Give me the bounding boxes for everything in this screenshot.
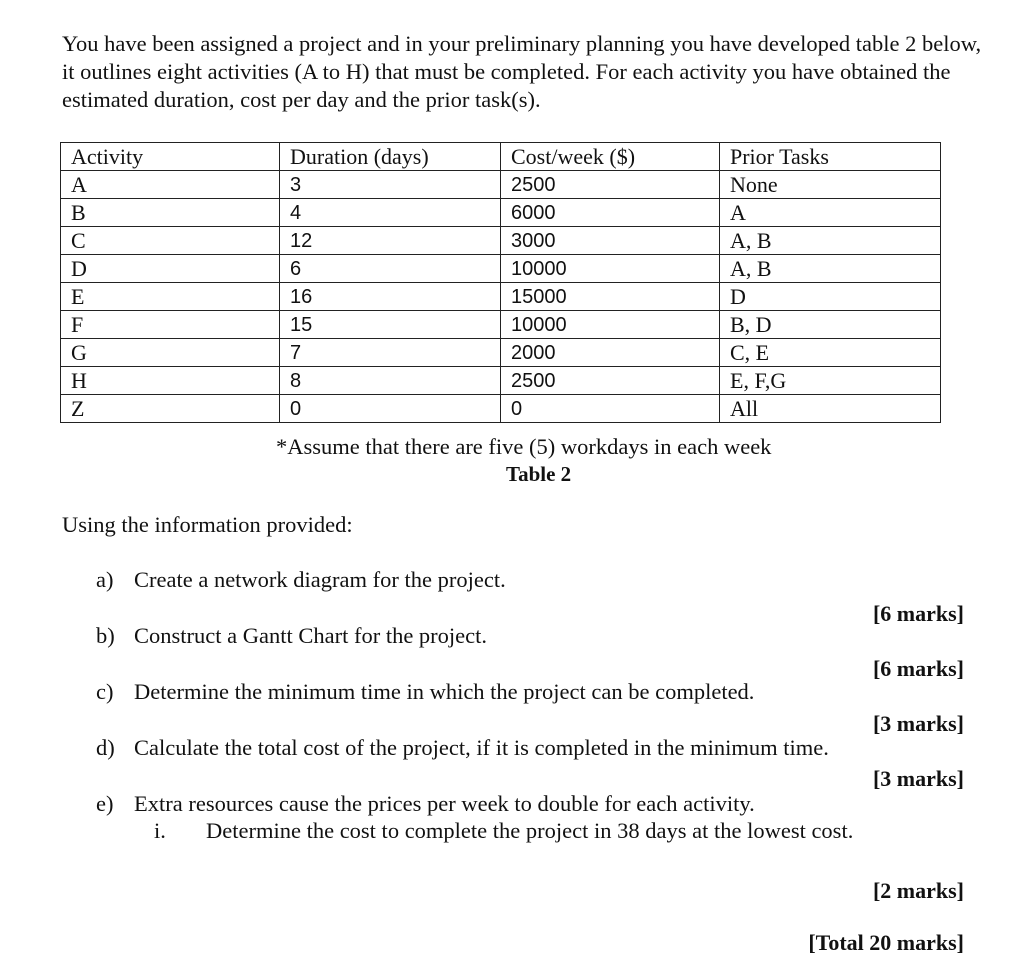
total-marks: [Total 20 marks] <box>808 930 964 955</box>
cell-duration: 12 <box>280 227 501 255</box>
question-a <box>96 567 506 593</box>
cell-cost: 10000 <box>501 311 720 339</box>
question-letter: b) <box>96 623 115 648</box>
table-row <box>61 283 941 311</box>
cell-cost: 2000 <box>501 339 720 367</box>
cell-prior: None <box>720 171 941 199</box>
question-d-marks: [3 marks] <box>872 766 964 791</box>
table-caption: Table 2 <box>506 462 572 486</box>
cell-prior: A <box>720 199 941 227</box>
table-row <box>61 367 941 395</box>
cell-cost: 6000 <box>501 199 720 227</box>
subquestion-marks: [2 marks] <box>872 878 964 903</box>
cell-cost: 2500 <box>501 171 720 199</box>
header-duration: Duration (days) <box>280 143 501 171</box>
question-c-marks: [3 marks] <box>872 711 964 736</box>
cell-cost: 15000 <box>501 283 720 311</box>
cell-prior: E, F,G <box>720 367 941 395</box>
cell-cost: 0 <box>501 395 720 423</box>
cell-activity: B <box>61 199 280 227</box>
cell-duration: 7 <box>280 339 501 367</box>
question-letter: a) <box>96 567 114 592</box>
table-row <box>61 227 941 255</box>
cell-duration: 16 <box>280 283 501 311</box>
subquestion-number: i. <box>154 818 166 843</box>
cell-prior: C, E <box>720 339 941 367</box>
header-cost: Cost/week ($) <box>501 143 720 171</box>
cell-duration: 8 <box>280 367 501 395</box>
question-a-marks: [6 marks] <box>872 601 964 626</box>
table-note: *Assume that there are five (5) workdays in each week <box>276 434 772 459</box>
question-letter: e) <box>96 791 114 816</box>
question-c <box>96 679 754 705</box>
cell-activity: Z <box>61 395 280 423</box>
cell-prior: B, D <box>720 311 941 339</box>
question-text: Calculate the total cost of the project, if it is completed in the minimum time. <box>134 735 829 760</box>
cell-activity: D <box>61 255 280 283</box>
table-header-row <box>61 143 941 171</box>
cell-duration: 4 <box>280 199 501 227</box>
cell-prior: A, B <box>720 255 941 283</box>
question-letter: c) <box>96 679 114 704</box>
question-b <box>96 623 487 649</box>
question-b-marks: [6 marks] <box>872 656 964 681</box>
header-prior-tasks: Prior Tasks <box>720 143 941 171</box>
question-text: Create a network diagram for the project. <box>134 567 506 592</box>
question-letter: d) <box>96 735 115 760</box>
activity-table <box>60 142 941 423</box>
cell-activity: C <box>61 227 280 255</box>
question-e <box>96 791 755 817</box>
cell-cost: 3000 <box>501 227 720 255</box>
subquestion-i <box>154 818 853 844</box>
subquestion-text: Determine the cost to complete the project in 38 days at the lowest cost. <box>206 818 854 843</box>
table-row <box>61 255 941 283</box>
question-text: Determine the minimum time in which the project can be completed. <box>134 679 755 704</box>
cell-activity: E <box>61 283 280 311</box>
table-row <box>61 199 941 227</box>
cell-prior: D <box>720 283 941 311</box>
instructions-heading: Using the information provided: <box>62 512 353 537</box>
table-row <box>61 339 941 367</box>
cell-duration: 15 <box>280 311 501 339</box>
cell-activity: H <box>61 367 280 395</box>
cell-duration: 3 <box>280 171 501 199</box>
cell-duration: 6 <box>280 255 501 283</box>
cell-activity: F <box>61 311 280 339</box>
question-d <box>96 735 829 761</box>
cell-cost: 10000 <box>501 255 720 283</box>
cell-activity: A <box>61 171 280 199</box>
question-text: Construct a Gantt Chart for the project. <box>134 623 488 648</box>
intro-paragraph: You have been assigned a project and in your preliminary planning you have developed table 2 below, it outlines eight activities (A to H) that must be completed. For each activity you have obtained the estimated duration, cost per day and the prior task(s). <box>62 31 982 112</box>
cell-duration: 0 <box>280 395 501 423</box>
cell-prior: A, B <box>720 227 941 255</box>
question-text: Extra resources cause the prices per week to double for each activity. <box>134 791 755 816</box>
cell-activity: G <box>61 339 280 367</box>
header-activity: Activity <box>61 143 280 171</box>
table-row <box>61 171 941 199</box>
cell-cost: 2500 <box>501 367 720 395</box>
table-row <box>61 395 941 423</box>
cell-prior: All <box>720 395 941 423</box>
table-row <box>61 311 941 339</box>
